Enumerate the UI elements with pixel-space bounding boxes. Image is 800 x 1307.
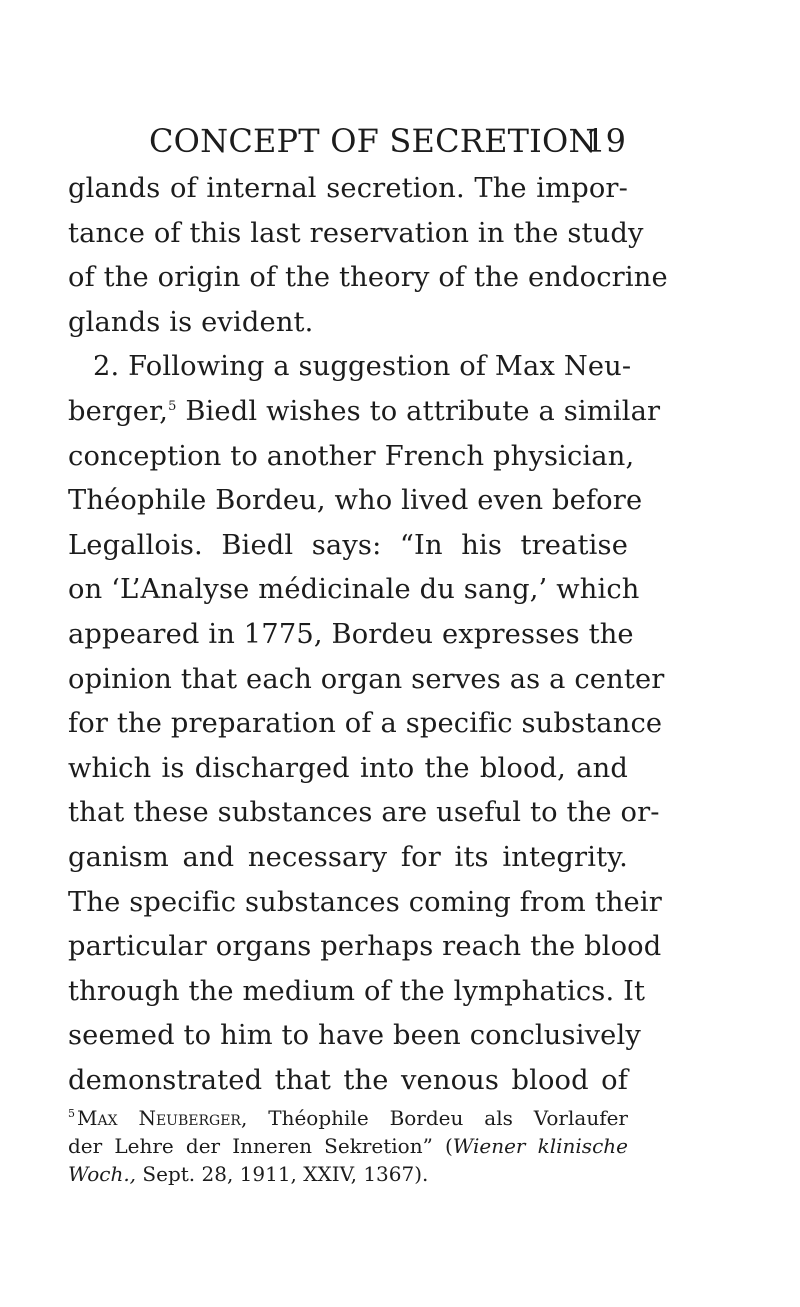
- body-line: Théophile Bordeu, who lived even before: [68, 485, 643, 517]
- running-head: [149, 121, 626, 161]
- body-line: seemed to him to have been conclusively: [68, 1020, 641, 1052]
- page-number: 19: [585, 122, 626, 160]
- body-line: tance of this last reservation in the study: [68, 217, 644, 249]
- running-title: CONCEPT OF SECRETION: [149, 122, 597, 160]
- body-line: that these substances are useful to the or-: [68, 797, 660, 829]
- body-line: 2. Following a suggestion of Max Neu-: [93, 351, 632, 383]
- footnote-line: [68, 1132, 628, 1160]
- body-line: particular organs perhaps reach the blood: [68, 931, 662, 963]
- footnote-journal-abbrev: Woch.,: [68, 1162, 137, 1187]
- footnote-journal: Wiener klinische: [452, 1134, 628, 1159]
- footnote-text: Théophile Bordeu als Vorlaufer: [247, 1106, 628, 1130]
- body-line: on ‘L’Analyse médicinale du sang,’ which: [68, 574, 640, 606]
- footnote-text: Sept. 28, 1911, XXIV, 1367).: [136, 1162, 429, 1187]
- body-line: The specific substances coming from their: [68, 886, 662, 918]
- body-line-rest: Biedl wishes to attribute a similar: [176, 395, 661, 427]
- body-text: [68, 167, 668, 1103]
- body-line: through the medium of the lymphatics. It: [68, 975, 646, 1007]
- body-line: glands of internal secretion. The impor-: [68, 173, 628, 204]
- footnote-text: der Lehre der Inneren Sekretion” (: [68, 1134, 453, 1159]
- footnote-line: [68, 1104, 628, 1132]
- body-line: [68, 390, 661, 435]
- body-line: of the origin of the theory of the endocrine: [68, 262, 668, 294]
- body-line: opinion that each organ serves as a center: [68, 663, 665, 695]
- body-line: ganism and necessary for its integrity.: [68, 841, 628, 873]
- body-line: which is discharged into the blood, and: [68, 752, 628, 784]
- body-line: glands is evident.: [68, 306, 314, 338]
- body-line: appeared in 1775, Bordeu expresses the: [68, 618, 634, 650]
- footnote-mark: 5: [68, 1107, 75, 1121]
- footnote: [68, 1104, 628, 1189]
- body-line-start: berger,: [68, 395, 169, 427]
- footnote-line: [68, 1160, 628, 1188]
- footnote-reference: 5: [168, 398, 177, 414]
- body-line: demonstrated that the venous blood of: [68, 1064, 628, 1096]
- body-line: Legallois. Biedl says: “In his treatise: [68, 529, 628, 561]
- footnote-author: Max Neuberger,: [77, 1106, 248, 1130]
- body-line: conception to another French physician,: [68, 440, 635, 472]
- body-line: for the preparation of a specific substance: [68, 708, 663, 740]
